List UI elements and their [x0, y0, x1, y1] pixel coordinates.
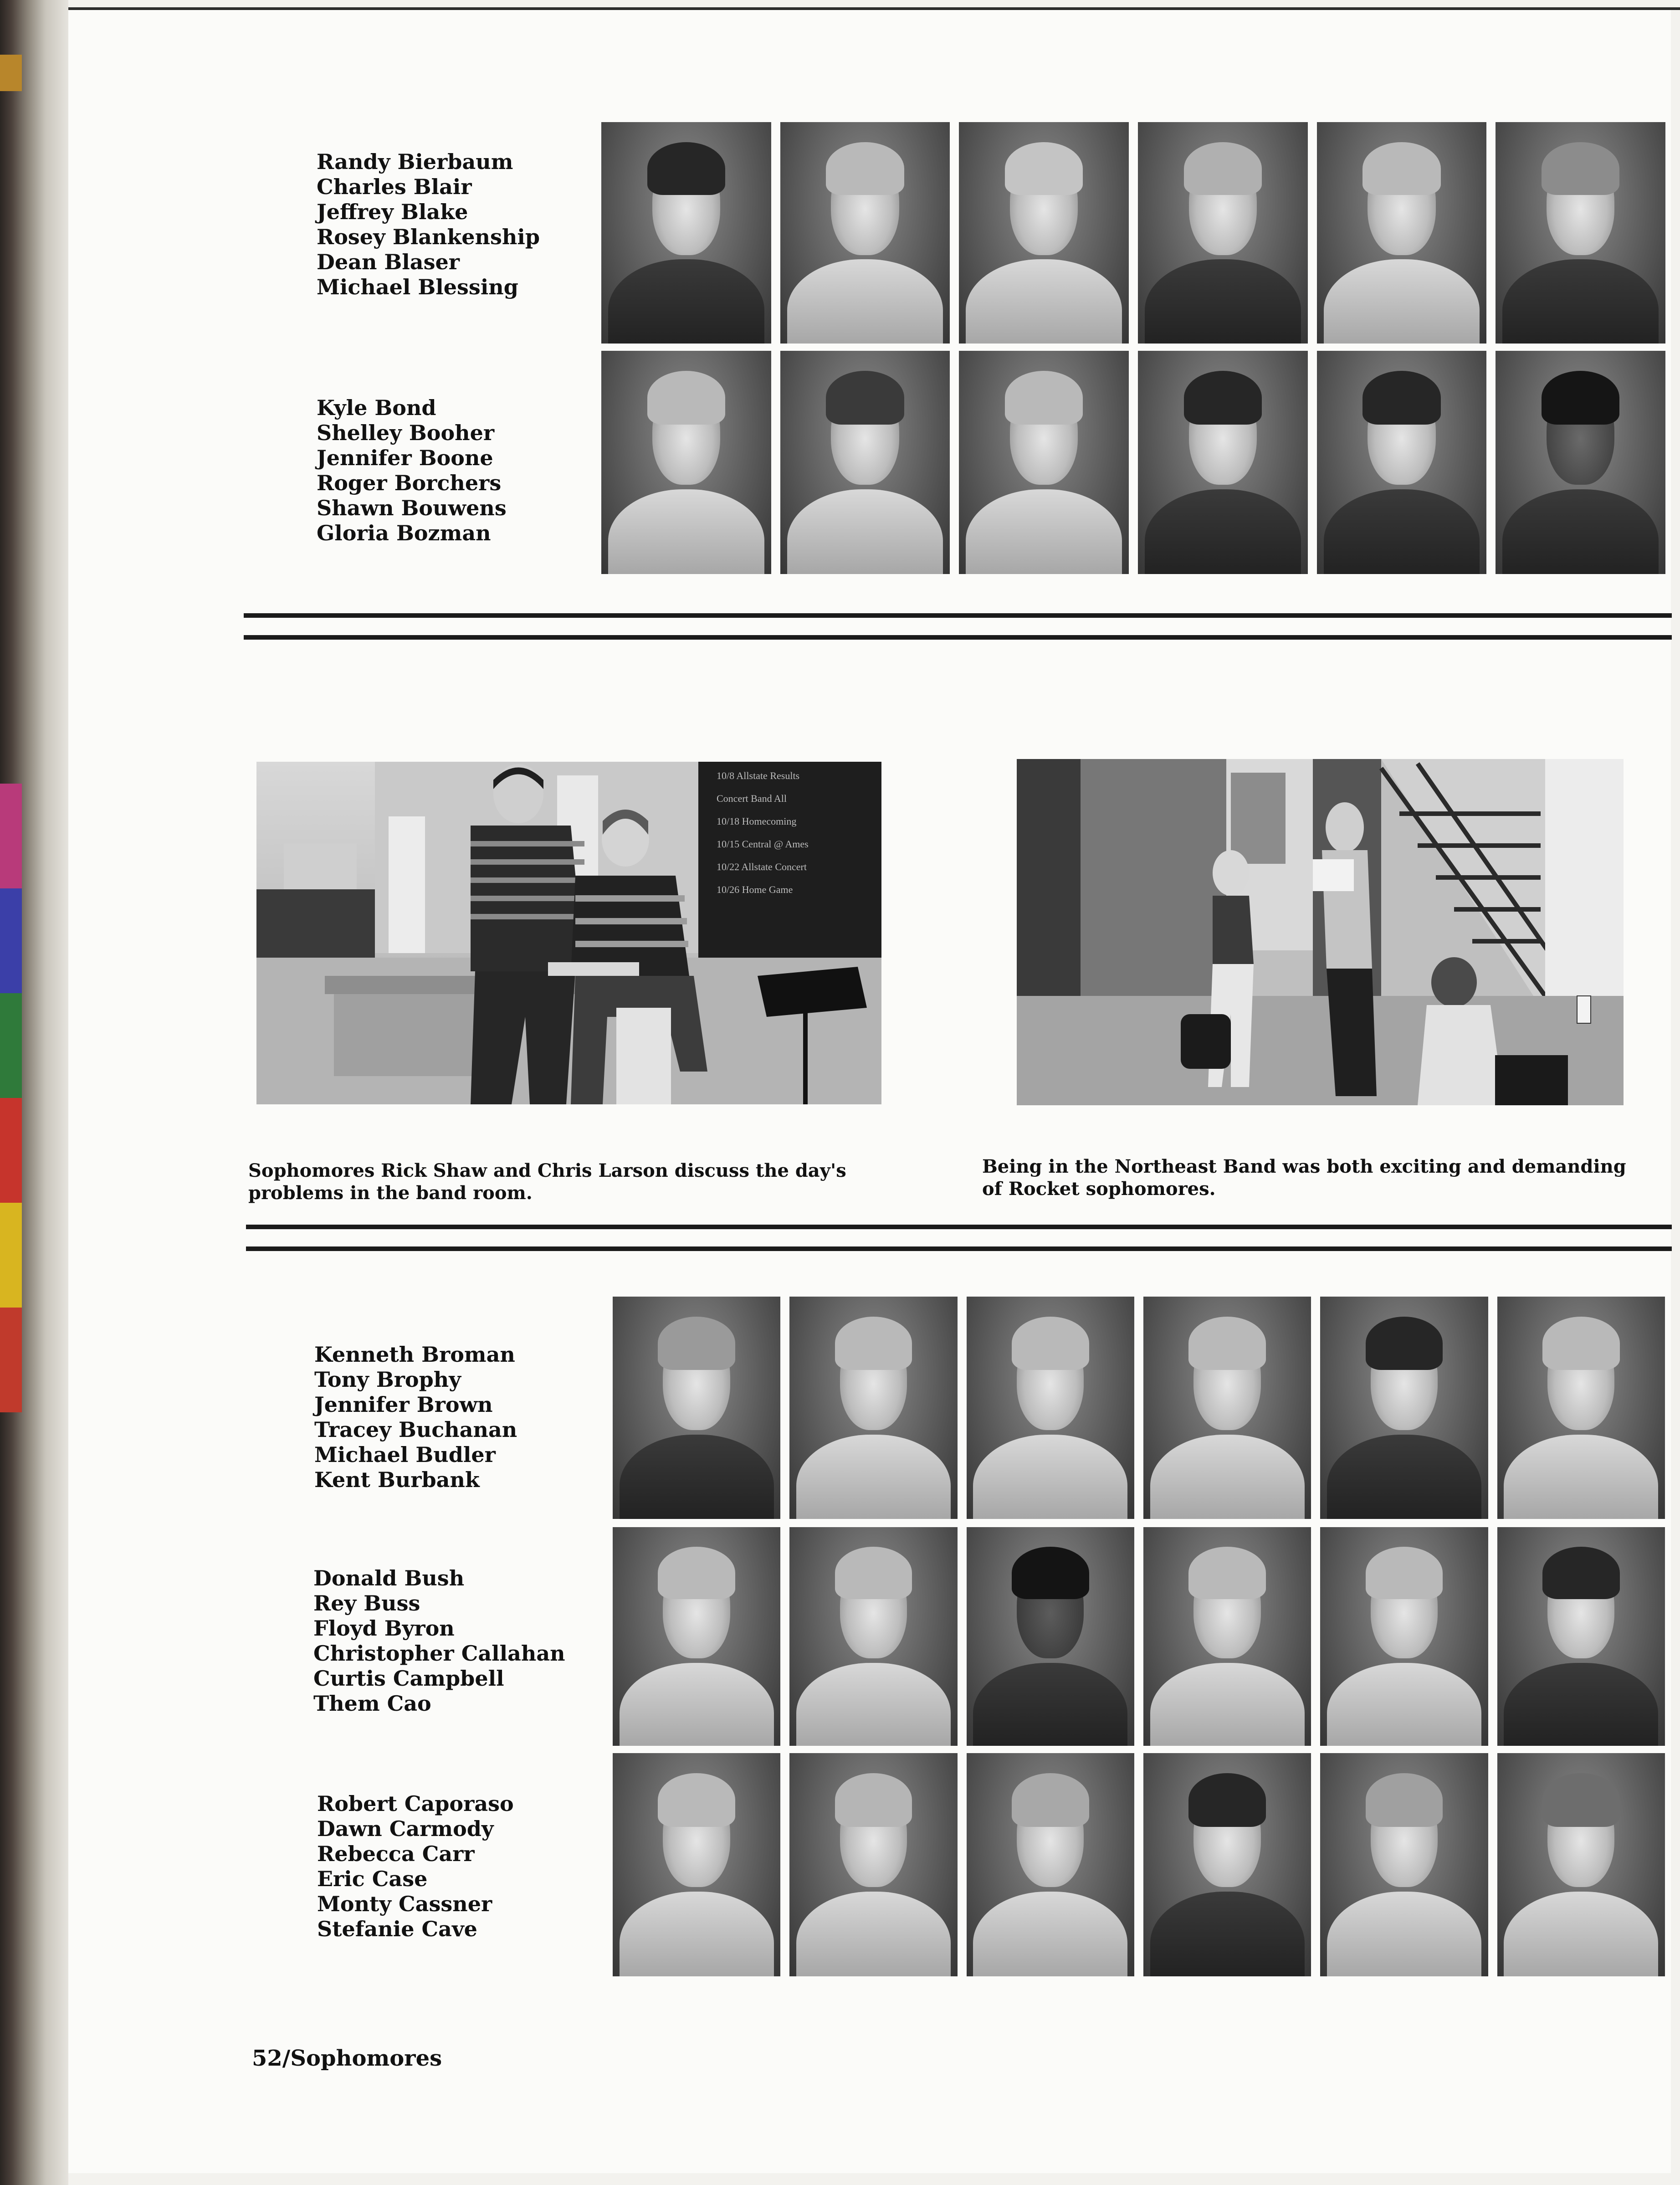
student-portrait	[613, 1527, 780, 1746]
student-portrait	[1138, 351, 1308, 574]
student-name: Rebecca Carr	[317, 1841, 475, 1866]
student-name: Charles Blair	[317, 174, 472, 199]
student-portrait	[967, 1753, 1134, 1976]
name-list-row-3	[314, 1342, 633, 1493]
student-name: Roger Borchers	[317, 471, 502, 495]
portrait-row-5	[613, 1753, 1665, 1976]
top-page-edge	[68, 7, 1680, 10]
student-portrait	[613, 1753, 780, 1976]
student-name: Floyd Byron	[313, 1616, 455, 1641]
student-portrait	[601, 351, 771, 574]
student-portrait	[1497, 1527, 1665, 1746]
student-name: Kent Burbank	[314, 1467, 480, 1492]
student-portrait	[1317, 122, 1487, 344]
band-room-photo	[256, 762, 881, 1104]
student-name: Kyle Bond	[317, 395, 436, 420]
student-name: Tony Brophy	[314, 1367, 461, 1392]
student-portrait	[959, 351, 1129, 574]
chalkboard-line: 10/26 Home Game	[717, 884, 793, 895]
right-photo-caption: Being in the Northeast Band was both exciting and demanding of Rocket sophomores.	[982, 1156, 1626, 1200]
student-portrait	[1320, 1297, 1488, 1519]
student-name: Shawn Bouwens	[317, 496, 507, 520]
student-portrait	[789, 1297, 957, 1519]
student-name: Curtis Campbell	[313, 1666, 504, 1691]
divider-rule	[246, 1225, 1672, 1229]
student-portrait	[613, 1297, 780, 1519]
student-name: Christopher Callahan	[313, 1641, 565, 1666]
student-portrait	[1317, 351, 1487, 574]
left-photo-caption: Sophomores Rick Shaw and Chris Larson discuss the day's problems in the band room.	[248, 1160, 846, 1204]
portrait-row-2	[601, 351, 1665, 574]
hallway-photo	[1017, 759, 1624, 1105]
student-name: Randy Bierbaum	[317, 149, 513, 174]
student-name: Eric Case	[317, 1867, 428, 1891]
student-portrait	[1143, 1297, 1311, 1519]
page-folio: 52/Sophomores	[252, 2046, 442, 2071]
name-list-row-5	[317, 1791, 636, 1942]
student-name: Shelley Booher	[317, 421, 495, 445]
student-portrait	[1497, 1297, 1665, 1519]
divider-rule	[246, 1246, 1672, 1251]
chalkboard-line: 10/22 Allstate Concert	[717, 861, 807, 872]
student-portrait	[959, 122, 1129, 344]
student-name: Donald Bush	[313, 1566, 465, 1590]
student-portrait	[1497, 1753, 1665, 1976]
student-name: Kenneth Broman	[314, 1342, 515, 1367]
student-portrait	[1143, 1753, 1311, 1976]
student-name: Jennifer Boone	[317, 446, 493, 470]
student-name: Them Cao	[313, 1691, 431, 1716]
student-name: Robert Caporaso	[317, 1791, 514, 1816]
portrait-row-3	[613, 1297, 1665, 1519]
student-name: Jennifer Brown	[314, 1392, 493, 1417]
student-portrait	[789, 1527, 957, 1746]
name-list-row-2	[317, 395, 635, 546]
student-name: Jeffrey Blake	[317, 200, 468, 224]
chalkboard-line: 10/18 Homecoming	[717, 816, 797, 827]
student-name: Rosey Blankenship	[317, 225, 540, 249]
portrait-row-1	[601, 122, 1665, 344]
student-portrait	[967, 1527, 1134, 1746]
student-portrait	[780, 122, 950, 344]
student-portrait	[1496, 351, 1665, 574]
student-name: Tracey Buchanan	[314, 1417, 517, 1442]
student-name: Michael Blessing	[317, 275, 518, 299]
name-list-row-4	[313, 1566, 632, 1716]
portrait-row-4	[613, 1527, 1665, 1746]
student-portrait	[967, 1297, 1134, 1519]
student-portrait	[601, 122, 771, 344]
student-portrait	[1320, 1753, 1488, 1976]
student-portrait	[780, 351, 950, 574]
student-portrait	[1496, 122, 1665, 344]
student-name: Stefanie Cave	[317, 1917, 477, 1941]
student-portrait	[1138, 122, 1308, 344]
chalkboard-line: 10/8 Allstate Results	[717, 770, 800, 781]
student-portrait	[1320, 1527, 1488, 1746]
student-portrait	[789, 1753, 957, 1976]
name-list-row-1	[317, 149, 635, 300]
chalkboard-line: Concert Band All	[717, 793, 787, 804]
student-name: Rey Buss	[313, 1591, 420, 1616]
student-portrait	[1143, 1527, 1311, 1746]
student-name: Dean Blaser	[317, 250, 460, 274]
student-name: Gloria Bozman	[317, 521, 491, 545]
student-name: Michael Budler	[314, 1442, 496, 1467]
divider-rule	[244, 635, 1672, 640]
chalkboard-line: 10/15 Central @ Ames	[717, 838, 809, 850]
student-name: Monty Cassner	[317, 1892, 492, 1916]
student-name: Dawn Carmody	[317, 1816, 494, 1841]
book-binding-edge	[0, 0, 68, 2185]
divider-rule	[244, 613, 1672, 618]
